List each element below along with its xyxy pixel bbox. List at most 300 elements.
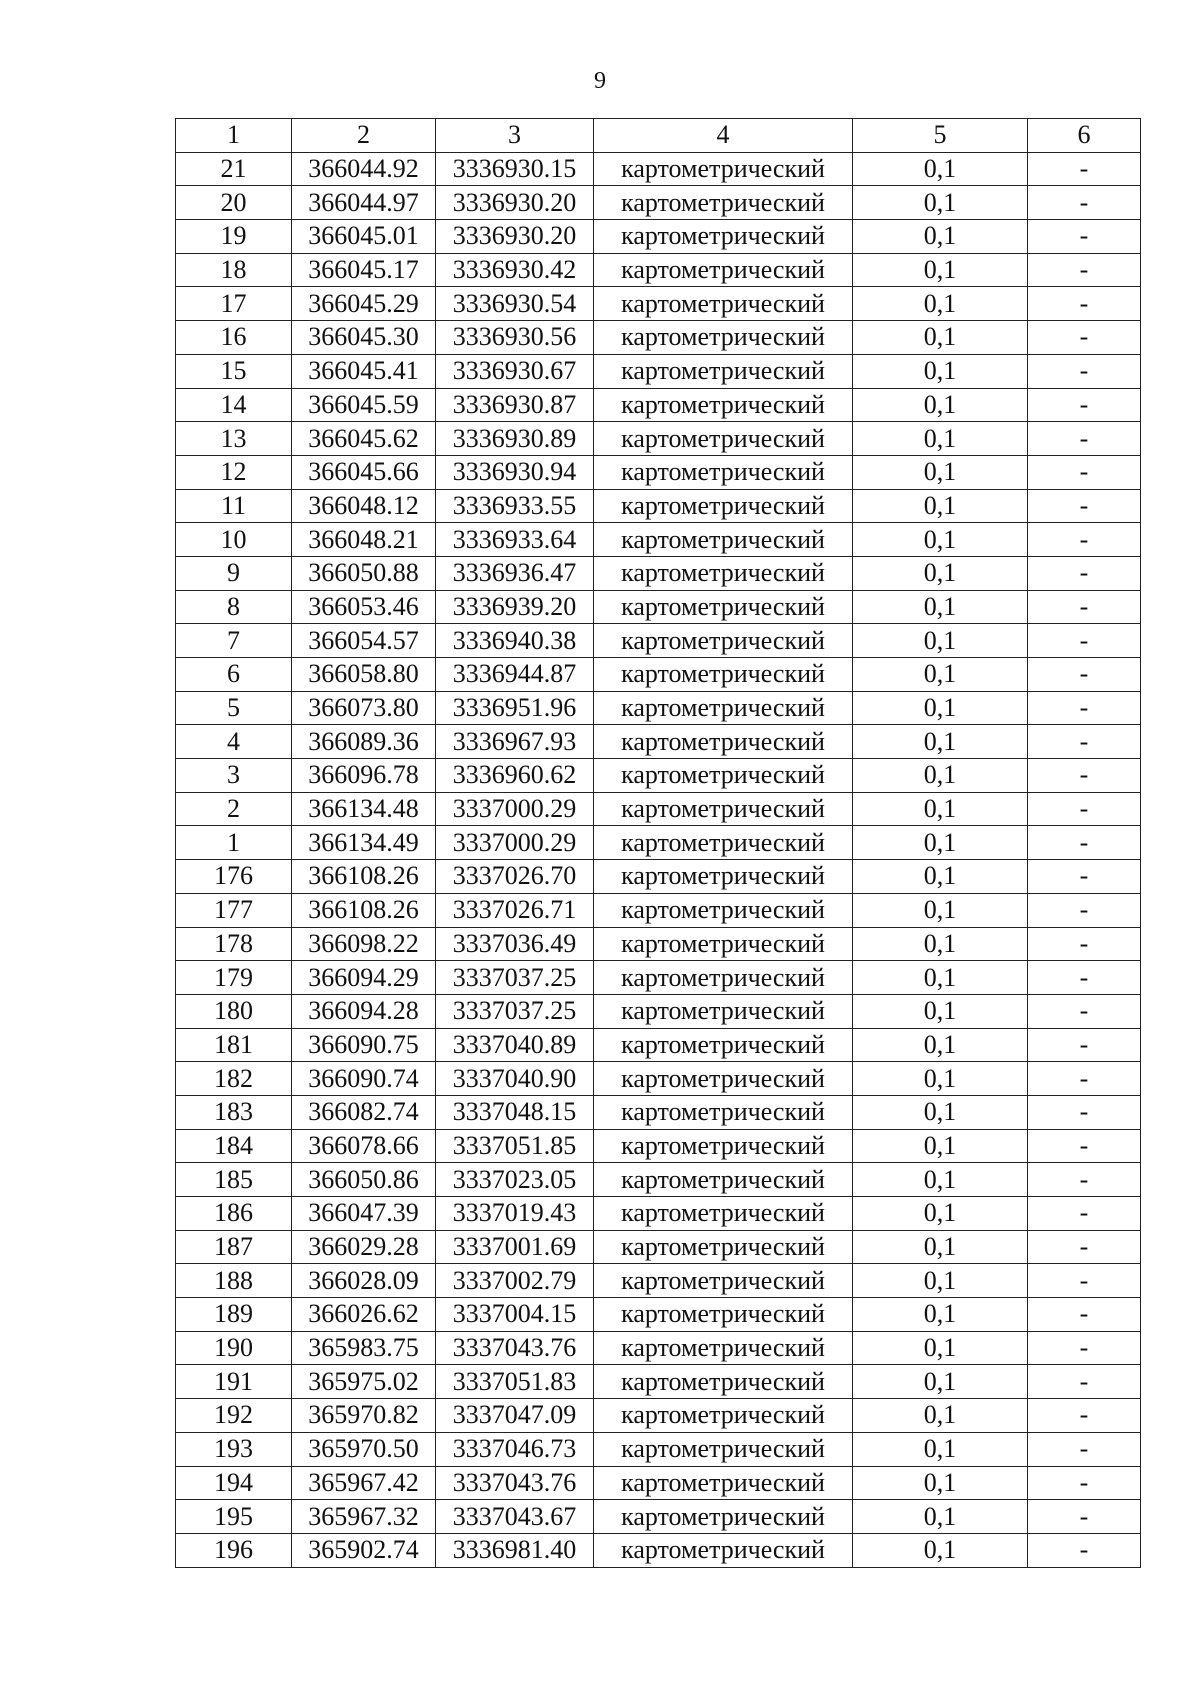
y-coordinate-cell: 3336939.20	[436, 590, 594, 624]
y-coordinate-cell: 3337023.05	[436, 1163, 594, 1197]
y-coordinate-cell: 3336930.42	[436, 253, 594, 287]
method-cell: картометрический	[594, 1129, 853, 1163]
point-number-cell: 193	[176, 1432, 292, 1466]
table-row	[176, 1095, 1141, 1129]
x-coordinate-cell: 366045.66	[292, 455, 436, 489]
x-coordinate-cell: 366045.29	[292, 287, 436, 321]
x-coordinate-cell: 366045.30	[292, 321, 436, 355]
method-cell: картометрический	[594, 1365, 853, 1399]
method-cell: картометрический	[594, 1466, 853, 1500]
table-header	[176, 119, 1141, 153]
accuracy-cell: 0,1	[853, 523, 1028, 557]
method-cell: картометрический	[594, 152, 853, 186]
y-coordinate-cell: 3336944.87	[436, 658, 594, 692]
y-coordinate-cell: 3337046.73	[436, 1432, 594, 1466]
method-cell: картометрический	[594, 1399, 853, 1433]
table-row	[176, 1230, 1141, 1264]
note-cell: -	[1028, 590, 1141, 624]
y-coordinate-cell: 3336930.89	[436, 422, 594, 456]
point-number-cell: 4	[176, 725, 292, 759]
header-cell-4: 4	[594, 119, 853, 153]
y-coordinate-cell: 3337043.76	[436, 1331, 594, 1365]
note-cell: -	[1028, 961, 1141, 995]
note-cell: -	[1028, 489, 1141, 523]
table-row	[176, 860, 1141, 894]
table-row	[176, 489, 1141, 523]
y-coordinate-cell: 3336930.54	[436, 287, 594, 321]
y-coordinate-cell: 3337004.15	[436, 1298, 594, 1332]
point-number-cell: 191	[176, 1365, 292, 1399]
point-number-cell: 181	[176, 1028, 292, 1062]
accuracy-cell: 0,1	[853, 759, 1028, 793]
x-coordinate-cell: 365967.42	[292, 1466, 436, 1500]
point-number-cell: 19	[176, 220, 292, 254]
accuracy-cell: 0,1	[853, 220, 1028, 254]
x-coordinate-cell: 366058.80	[292, 658, 436, 692]
accuracy-cell: 0,1	[853, 1264, 1028, 1298]
point-number-cell: 11	[176, 489, 292, 523]
method-cell: картометрический	[594, 961, 853, 995]
x-coordinate-cell: 366045.62	[292, 422, 436, 456]
table-row	[176, 994, 1141, 1028]
y-coordinate-cell: 3336930.15	[436, 152, 594, 186]
table-row	[176, 556, 1141, 590]
y-coordinate-cell: 3337051.85	[436, 1129, 594, 1163]
point-number-cell: 184	[176, 1129, 292, 1163]
accuracy-cell: 0,1	[853, 489, 1028, 523]
header-cell-5: 5	[853, 119, 1028, 153]
note-cell: -	[1028, 1264, 1141, 1298]
header-cell-3: 3	[436, 119, 594, 153]
table-row	[176, 186, 1141, 220]
x-coordinate-cell: 366045.59	[292, 388, 436, 422]
y-coordinate-cell: 3336936.47	[436, 556, 594, 590]
method-cell: картометрический	[594, 1197, 853, 1231]
x-coordinate-cell: 365983.75	[292, 1331, 436, 1365]
table-row	[176, 691, 1141, 725]
table-row	[176, 1331, 1141, 1365]
note-cell: -	[1028, 186, 1141, 220]
note-cell: -	[1028, 1331, 1141, 1365]
accuracy-cell: 0,1	[853, 1533, 1028, 1567]
accuracy-cell: 0,1	[853, 1062, 1028, 1096]
point-number-cell: 17	[176, 287, 292, 321]
point-number-cell: 182	[176, 1062, 292, 1096]
y-coordinate-cell: 3336930.94	[436, 455, 594, 489]
y-coordinate-cell: 3337026.70	[436, 860, 594, 894]
point-number-cell: 194	[176, 1466, 292, 1500]
y-coordinate-cell: 3336930.56	[436, 321, 594, 355]
method-cell: картометрический	[594, 860, 853, 894]
y-coordinate-cell: 3336951.96	[436, 691, 594, 725]
x-coordinate-cell: 366045.01	[292, 220, 436, 254]
table-row	[176, 1298, 1141, 1332]
note-cell: -	[1028, 455, 1141, 489]
x-coordinate-cell: 366053.46	[292, 590, 436, 624]
method-cell: картометрический	[594, 590, 853, 624]
y-coordinate-cell: 3337040.90	[436, 1062, 594, 1096]
accuracy-cell: 0,1	[853, 287, 1028, 321]
accuracy-cell: 0,1	[853, 1331, 1028, 1365]
table-row	[176, 961, 1141, 995]
note-cell: -	[1028, 994, 1141, 1028]
point-number-cell: 21	[176, 152, 292, 186]
x-coordinate-cell: 365975.02	[292, 1365, 436, 1399]
y-coordinate-cell: 3337037.25	[436, 994, 594, 1028]
y-coordinate-cell: 3336930.20	[436, 186, 594, 220]
y-coordinate-cell: 3337037.25	[436, 961, 594, 995]
point-number-cell: 180	[176, 994, 292, 1028]
table-row	[176, 287, 1141, 321]
table-row	[176, 354, 1141, 388]
note-cell: -	[1028, 287, 1141, 321]
accuracy-cell: 0,1	[853, 961, 1028, 995]
table-row	[176, 321, 1141, 355]
x-coordinate-cell: 366045.17	[292, 253, 436, 287]
note-cell: -	[1028, 1399, 1141, 1433]
y-coordinate-cell: 3337026.71	[436, 893, 594, 927]
y-coordinate-cell: 3336967.93	[436, 725, 594, 759]
method-cell: картометрический	[594, 1062, 853, 1096]
x-coordinate-cell: 366045.41	[292, 354, 436, 388]
coordinates-table	[175, 118, 1141, 1568]
x-coordinate-cell: 366044.97	[292, 186, 436, 220]
accuracy-cell: 0,1	[853, 388, 1028, 422]
note-cell: -	[1028, 1365, 1141, 1399]
point-number-cell: 186	[176, 1197, 292, 1231]
accuracy-cell: 0,1	[853, 1095, 1028, 1129]
accuracy-cell: 0,1	[853, 927, 1028, 961]
method-cell: картометрический	[594, 826, 853, 860]
method-cell: картометрический	[594, 1264, 853, 1298]
x-coordinate-cell: 366047.39	[292, 1197, 436, 1231]
y-coordinate-cell: 3337043.76	[436, 1466, 594, 1500]
point-number-cell: 7	[176, 624, 292, 658]
accuracy-cell: 0,1	[853, 792, 1028, 826]
x-coordinate-cell: 365970.82	[292, 1399, 436, 1433]
point-number-cell: 12	[176, 455, 292, 489]
method-cell: картометрический	[594, 893, 853, 927]
accuracy-cell: 0,1	[853, 691, 1028, 725]
table-row	[176, 590, 1141, 624]
note-cell: -	[1028, 725, 1141, 759]
x-coordinate-cell: 366050.86	[292, 1163, 436, 1197]
note-cell: -	[1028, 1028, 1141, 1062]
table-row	[176, 826, 1141, 860]
x-coordinate-cell: 366134.48	[292, 792, 436, 826]
method-cell: картометрический	[594, 691, 853, 725]
table-row	[176, 1432, 1141, 1466]
note-cell: -	[1028, 893, 1141, 927]
method-cell: картометрический	[594, 186, 853, 220]
header-cell-6: 6	[1028, 119, 1141, 153]
accuracy-cell: 0,1	[853, 994, 1028, 1028]
point-number-cell: 176	[176, 860, 292, 894]
header-cell-2: 2	[292, 119, 436, 153]
note-cell: -	[1028, 1062, 1141, 1096]
note-cell: -	[1028, 354, 1141, 388]
accuracy-cell: 0,1	[853, 186, 1028, 220]
y-coordinate-cell: 3336930.67	[436, 354, 594, 388]
method-cell: картометрический	[594, 556, 853, 590]
y-coordinate-cell: 3337002.79	[436, 1264, 594, 1298]
table-row	[176, 1500, 1141, 1534]
point-number-cell: 3	[176, 759, 292, 793]
method-cell: картометрический	[594, 1432, 853, 1466]
accuracy-cell: 0,1	[853, 455, 1028, 489]
method-cell: картометрический	[594, 354, 853, 388]
method-cell: картометрический	[594, 1331, 853, 1365]
x-coordinate-cell: 366026.62	[292, 1298, 436, 1332]
point-number-cell: 187	[176, 1230, 292, 1264]
note-cell: -	[1028, 1163, 1141, 1197]
point-number-cell: 18	[176, 253, 292, 287]
table-row	[176, 1399, 1141, 1433]
method-cell: картометрический	[594, 1028, 853, 1062]
method-cell: картометрический	[594, 658, 853, 692]
y-coordinate-cell: 3336933.64	[436, 523, 594, 557]
x-coordinate-cell: 365967.32	[292, 1500, 436, 1534]
point-number-cell: 192	[176, 1399, 292, 1433]
y-coordinate-cell: 3336960.62	[436, 759, 594, 793]
x-coordinate-cell: 366094.28	[292, 994, 436, 1028]
table-row	[176, 624, 1141, 658]
table-row	[176, 1264, 1141, 1298]
method-cell: картометрический	[594, 759, 853, 793]
method-cell: картометрический	[594, 725, 853, 759]
x-coordinate-cell: 366078.66	[292, 1129, 436, 1163]
point-number-cell: 196	[176, 1533, 292, 1567]
y-coordinate-cell: 3337000.29	[436, 826, 594, 860]
note-cell: -	[1028, 422, 1141, 456]
x-coordinate-cell: 366094.29	[292, 961, 436, 995]
note-cell: -	[1028, 624, 1141, 658]
accuracy-cell: 0,1	[853, 826, 1028, 860]
y-coordinate-cell: 3336930.87	[436, 388, 594, 422]
x-coordinate-cell: 366029.28	[292, 1230, 436, 1264]
x-coordinate-cell: 366134.49	[292, 826, 436, 860]
accuracy-cell: 0,1	[853, 893, 1028, 927]
page-number: 9	[594, 68, 606, 94]
note-cell: -	[1028, 388, 1141, 422]
point-number-cell: 178	[176, 927, 292, 961]
y-coordinate-cell: 3336981.40	[436, 1533, 594, 1567]
y-coordinate-cell: 3337036.49	[436, 927, 594, 961]
note-cell: -	[1028, 152, 1141, 186]
point-number-cell: 8	[176, 590, 292, 624]
accuracy-cell: 0,1	[853, 725, 1028, 759]
accuracy-cell: 0,1	[853, 1129, 1028, 1163]
note-cell: -	[1028, 321, 1141, 355]
table-row	[176, 1129, 1141, 1163]
point-number-cell: 179	[176, 961, 292, 995]
x-coordinate-cell: 366089.36	[292, 725, 436, 759]
y-coordinate-cell: 3336930.20	[436, 220, 594, 254]
note-cell: -	[1028, 1298, 1141, 1332]
x-coordinate-cell: 366082.74	[292, 1095, 436, 1129]
header-cell-1: 1	[176, 119, 292, 153]
table-row	[176, 1028, 1141, 1062]
method-cell: картометрический	[594, 1095, 853, 1129]
point-number-cell: 189	[176, 1298, 292, 1332]
note-cell: -	[1028, 1432, 1141, 1466]
point-number-cell: 2	[176, 792, 292, 826]
note-cell: -	[1028, 556, 1141, 590]
note-cell: -	[1028, 826, 1141, 860]
method-cell: картометрический	[594, 422, 853, 456]
point-number-cell: 15	[176, 354, 292, 388]
accuracy-cell: 0,1	[853, 1500, 1028, 1534]
accuracy-cell: 0,1	[853, 422, 1028, 456]
accuracy-cell: 0,1	[853, 1298, 1028, 1332]
method-cell: картометрический	[594, 220, 853, 254]
table-row	[176, 220, 1141, 254]
point-number-cell: 9	[176, 556, 292, 590]
method-cell: картометрический	[594, 287, 853, 321]
table-row	[176, 523, 1141, 557]
note-cell: -	[1028, 1500, 1141, 1534]
method-cell: картометрический	[594, 927, 853, 961]
x-coordinate-cell: 366090.74	[292, 1062, 436, 1096]
x-coordinate-cell: 366108.26	[292, 860, 436, 894]
method-cell: картометрический	[594, 388, 853, 422]
note-cell: -	[1028, 759, 1141, 793]
note-cell: -	[1028, 1533, 1141, 1567]
point-number-cell: 190	[176, 1331, 292, 1365]
accuracy-cell: 0,1	[853, 253, 1028, 287]
point-number-cell: 177	[176, 893, 292, 927]
accuracy-cell: 0,1	[853, 1197, 1028, 1231]
accuracy-cell: 0,1	[853, 1163, 1028, 1197]
table-row	[176, 725, 1141, 759]
note-cell: -	[1028, 1230, 1141, 1264]
y-coordinate-cell: 3336940.38	[436, 624, 594, 658]
point-number-cell: 10	[176, 523, 292, 557]
table-row	[176, 1466, 1141, 1500]
table-body	[176, 152, 1141, 1567]
note-cell: -	[1028, 253, 1141, 287]
table-row	[176, 1365, 1141, 1399]
y-coordinate-cell: 3337019.43	[436, 1197, 594, 1231]
y-coordinate-cell: 3337000.29	[436, 792, 594, 826]
table-row	[176, 388, 1141, 422]
y-coordinate-cell: 3337051.83	[436, 1365, 594, 1399]
note-cell: -	[1028, 1197, 1141, 1231]
note-cell: -	[1028, 860, 1141, 894]
table-row	[176, 1197, 1141, 1231]
method-cell: картометрический	[594, 253, 853, 287]
x-coordinate-cell: 365902.74	[292, 1533, 436, 1567]
note-cell: -	[1028, 792, 1141, 826]
note-cell: -	[1028, 523, 1141, 557]
y-coordinate-cell: 3337048.15	[436, 1095, 594, 1129]
accuracy-cell: 0,1	[853, 1028, 1028, 1062]
point-number-cell: 20	[176, 186, 292, 220]
point-number-cell: 5	[176, 691, 292, 725]
note-cell: -	[1028, 220, 1141, 254]
note-cell: -	[1028, 658, 1141, 692]
x-coordinate-cell: 366054.57	[292, 624, 436, 658]
accuracy-cell: 0,1	[853, 658, 1028, 692]
method-cell: картометрический	[594, 994, 853, 1028]
accuracy-cell: 0,1	[853, 1466, 1028, 1500]
x-coordinate-cell: 366048.21	[292, 523, 436, 557]
x-coordinate-cell: 366108.26	[292, 893, 436, 927]
accuracy-cell: 0,1	[853, 354, 1028, 388]
x-coordinate-cell: 366098.22	[292, 927, 436, 961]
note-cell: -	[1028, 691, 1141, 725]
y-coordinate-cell: 3337040.89	[436, 1028, 594, 1062]
method-cell: картометрический	[594, 455, 853, 489]
accuracy-cell: 0,1	[853, 860, 1028, 894]
x-coordinate-cell: 366096.78	[292, 759, 436, 793]
method-cell: картометрический	[594, 1298, 853, 1332]
method-cell: картометрический	[594, 1163, 853, 1197]
x-coordinate-cell: 366028.09	[292, 1264, 436, 1298]
x-coordinate-cell: 366050.88	[292, 556, 436, 590]
note-cell: -	[1028, 1129, 1141, 1163]
y-coordinate-cell: 3337001.69	[436, 1230, 594, 1264]
accuracy-cell: 0,1	[853, 624, 1028, 658]
accuracy-cell: 0,1	[853, 152, 1028, 186]
table-row	[176, 1062, 1141, 1096]
accuracy-cell: 0,1	[853, 556, 1028, 590]
table-row	[176, 422, 1141, 456]
table-row	[176, 893, 1141, 927]
note-cell: -	[1028, 1095, 1141, 1129]
point-number-cell: 14	[176, 388, 292, 422]
table-row	[176, 1533, 1141, 1567]
method-cell: картометрический	[594, 792, 853, 826]
table-row	[176, 927, 1141, 961]
y-coordinate-cell: 3337047.09	[436, 1399, 594, 1433]
table-row	[176, 1163, 1141, 1197]
method-cell: картометрический	[594, 1230, 853, 1264]
y-coordinate-cell: 3337043.67	[436, 1500, 594, 1534]
accuracy-cell: 0,1	[853, 1399, 1028, 1433]
point-number-cell: 1	[176, 826, 292, 860]
method-cell: картометрический	[594, 523, 853, 557]
accuracy-cell: 0,1	[853, 1365, 1028, 1399]
header-row	[176, 119, 1141, 153]
accuracy-cell: 0,1	[853, 1432, 1028, 1466]
table-row	[176, 792, 1141, 826]
point-number-cell: 185	[176, 1163, 292, 1197]
point-number-cell: 6	[176, 658, 292, 692]
note-cell: -	[1028, 1466, 1141, 1500]
point-number-cell: 13	[176, 422, 292, 456]
table-row	[176, 152, 1141, 186]
x-coordinate-cell: 366048.12	[292, 489, 436, 523]
table-row	[176, 658, 1141, 692]
method-cell: картометрический	[594, 489, 853, 523]
accuracy-cell: 0,1	[853, 1230, 1028, 1264]
point-number-cell: 183	[176, 1095, 292, 1129]
x-coordinate-cell: 366090.75	[292, 1028, 436, 1062]
accuracy-cell: 0,1	[853, 590, 1028, 624]
method-cell: картометрический	[594, 321, 853, 355]
point-number-cell: 16	[176, 321, 292, 355]
table-row	[176, 759, 1141, 793]
x-coordinate-cell: 366044.92	[292, 152, 436, 186]
note-cell: -	[1028, 927, 1141, 961]
x-coordinate-cell: 365970.50	[292, 1432, 436, 1466]
y-coordinate-cell: 3336933.55	[436, 489, 594, 523]
accuracy-cell: 0,1	[853, 321, 1028, 355]
x-coordinate-cell: 366073.80	[292, 691, 436, 725]
method-cell: картометрический	[594, 624, 853, 658]
point-number-cell: 188	[176, 1264, 292, 1298]
